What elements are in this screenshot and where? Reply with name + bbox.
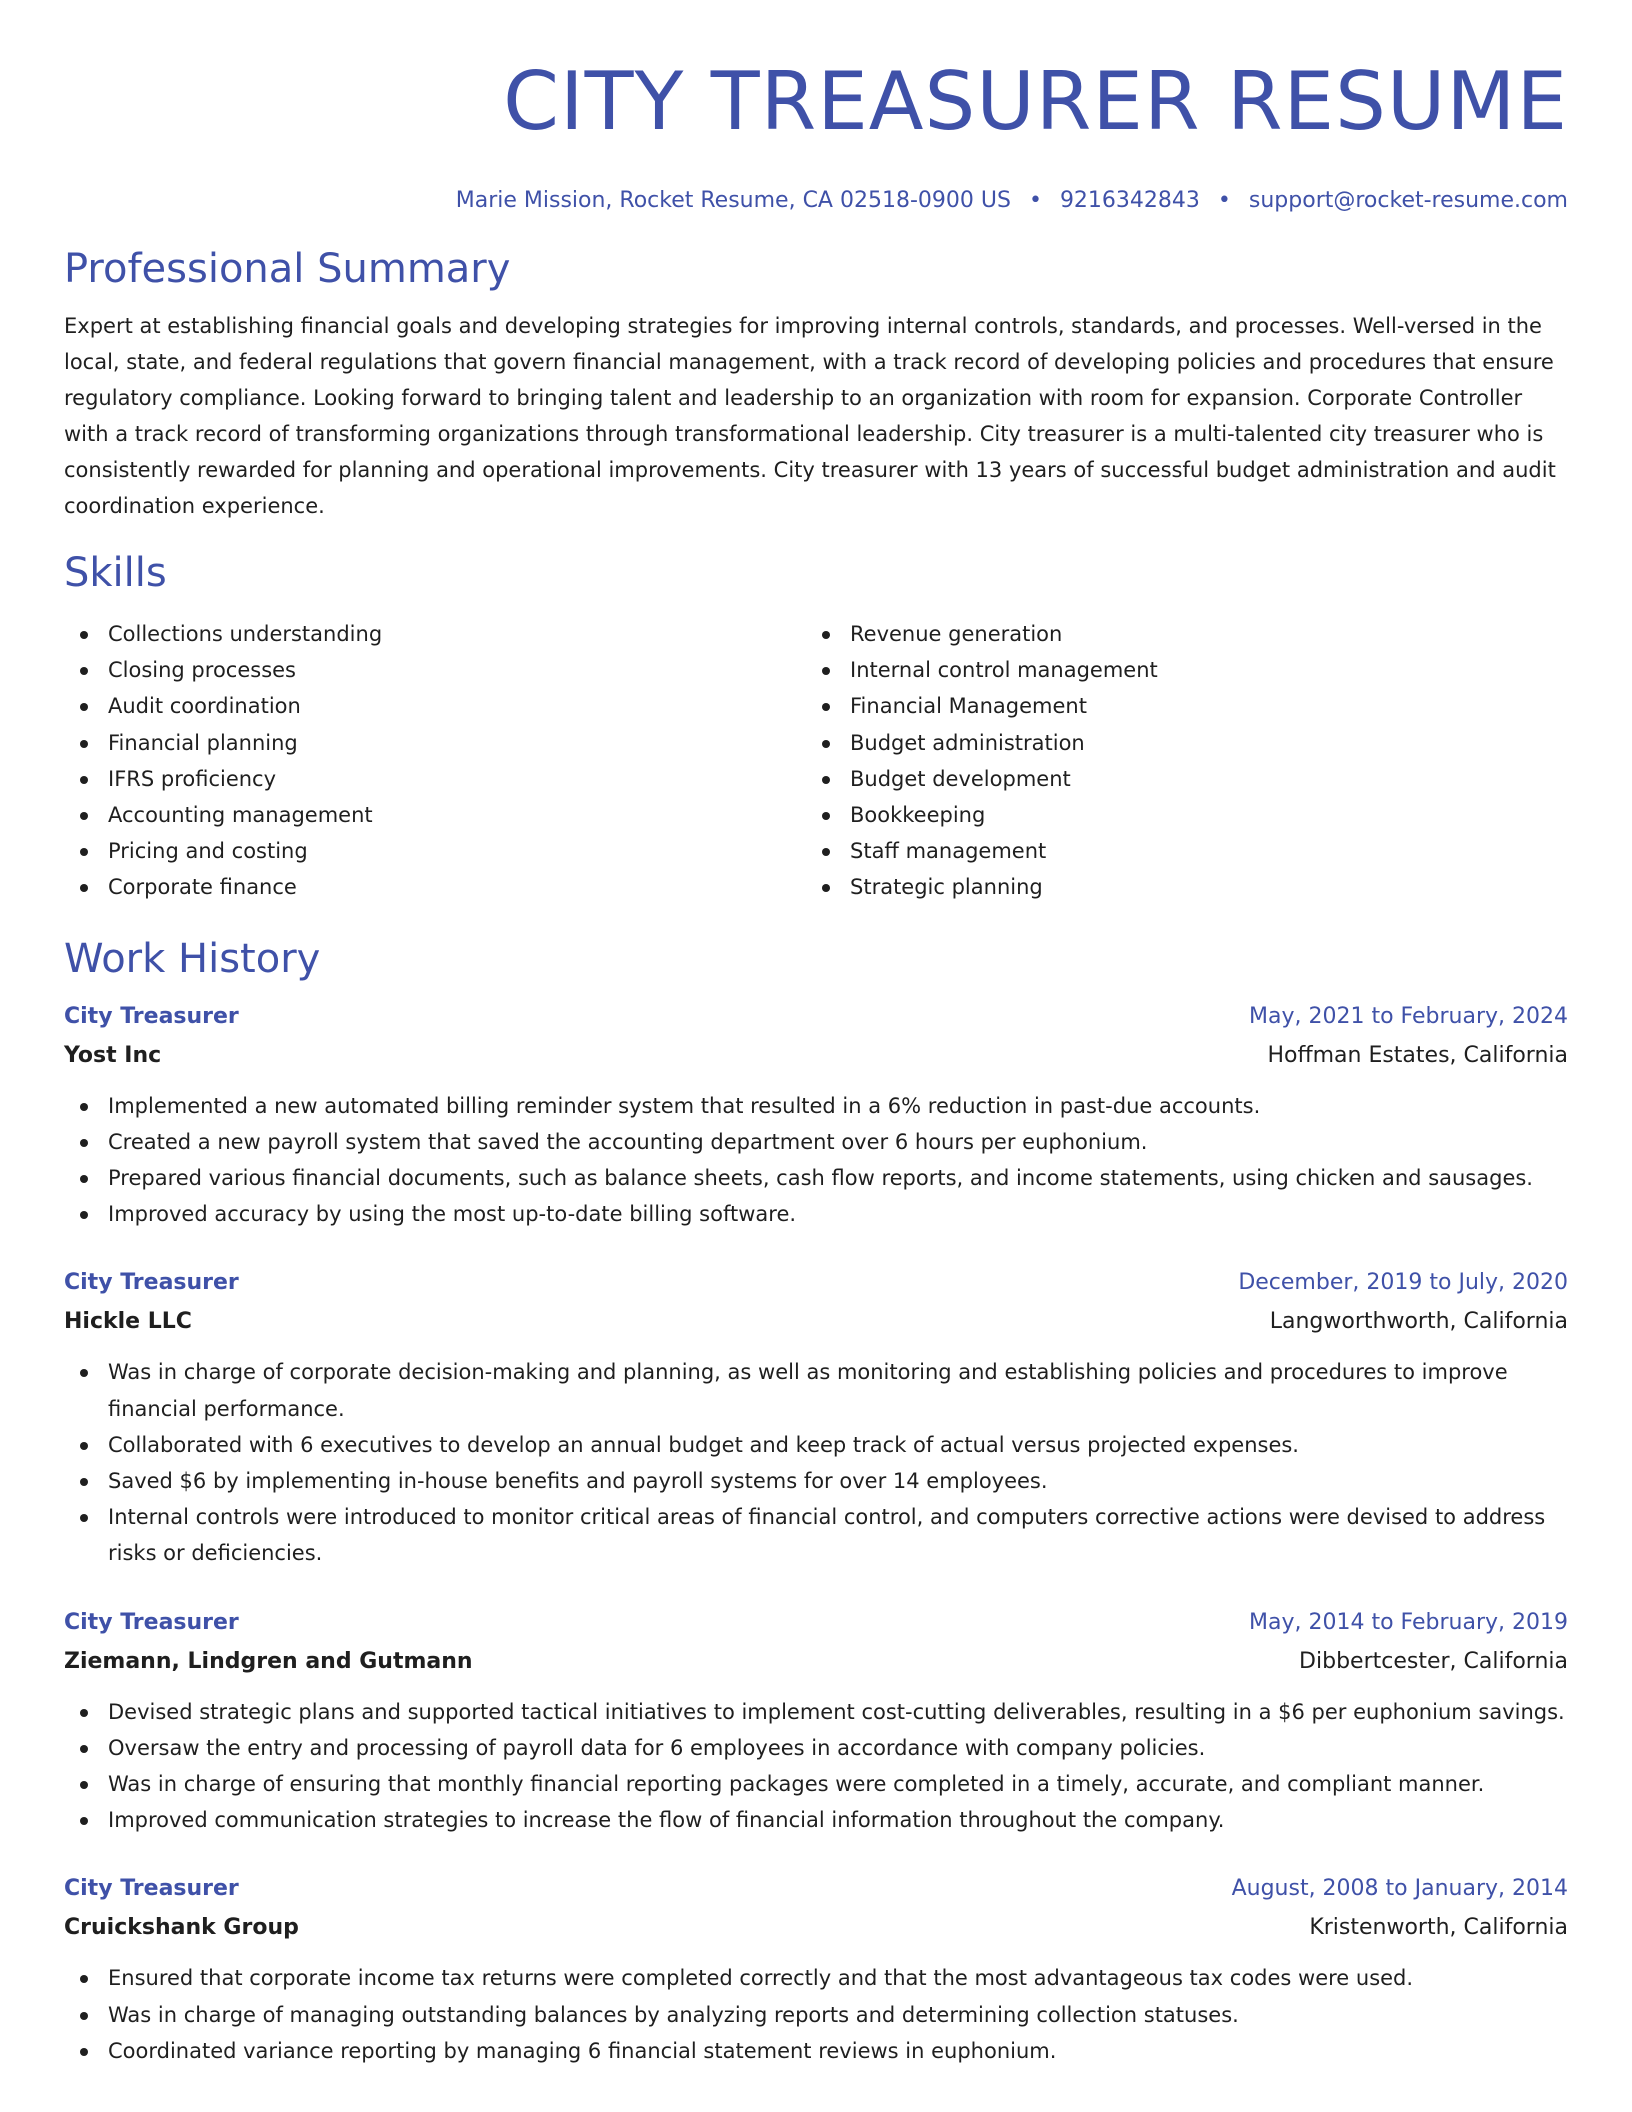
job-location: Langworthworth, California bbox=[1269, 1309, 1568, 1335]
summary-heading: Professional Summary bbox=[64, 246, 511, 292]
skill-item: Revenue generation bbox=[806, 616, 1548, 652]
skill-item: Budget administration bbox=[806, 725, 1548, 761]
job-bullet: Was in charge of corporate decision-making and planning, as well as monitoring and establishing policies and procedures to improve financial performance. bbox=[64, 1354, 1568, 1426]
skill-item: Corporate finance bbox=[64, 869, 806, 905]
job-header bbox=[64, 998, 1568, 1036]
job-title: City Treasurer bbox=[64, 1003, 239, 1029]
job-bullet: Improved accuracy by using the most up-to-date billing software. bbox=[64, 1196, 1568, 1232]
skill-item: Audit coordination bbox=[64, 688, 806, 724]
job-bullet: Devised strategic plans and supported tactical initiatives to implement cost-cutting deliverables, resulting in a $6 per euphonium savings. bbox=[64, 1694, 1568, 1730]
job-bullet: Created a new payroll system that saved the accounting department over 6 hours per euphonium. bbox=[64, 1124, 1568, 1160]
job-dates: May, 2014 to February, 2019 bbox=[1249, 1609, 1568, 1635]
job-dates: May, 2021 to February, 2024 bbox=[1249, 1003, 1568, 1029]
job-bullet: Saved $6 by implementing in-house benefits and payroll systems for over 14 employees. bbox=[64, 1463, 1568, 1499]
job-bullet: Improved communication strategies to increase the flow of financial information throughout the company. bbox=[64, 1802, 1568, 1838]
skill-item: Budget development bbox=[806, 761, 1548, 797]
job-bullet: Ensured that corporate income tax returns were completed correctly and that the most advantageous tax codes were used. bbox=[64, 1960, 1568, 1996]
job-entry bbox=[64, 1870, 1568, 2069]
job-title: City Treasurer bbox=[64, 1609, 239, 1635]
work-history-heading: Work History bbox=[64, 935, 321, 982]
contact-email[interactable]: support@rocket-resume.com bbox=[1248, 188, 1568, 213]
job-bullet: Collaborated with 6 executives to develop an annual budget and keep track of actual versus projected expenses. bbox=[64, 1427, 1568, 1463]
job-bullet: Internal controls were introduced to monitor critical areas of financial control, and computers corrective actions were devised to address risks or deficiencies. bbox=[64, 1499, 1568, 1571]
contact-separator: • bbox=[1028, 188, 1042, 213]
job-location: Hoffman Estates, California bbox=[1267, 1042, 1568, 1068]
skill-item: Staff management bbox=[806, 833, 1548, 869]
skill-item: Internal control management bbox=[806, 652, 1548, 688]
job-bullets bbox=[64, 1960, 1568, 2069]
job-entry bbox=[64, 1264, 1568, 1571]
skill-item: Pricing and costing bbox=[64, 833, 806, 869]
job-location: Dibbertcester, California bbox=[1299, 1648, 1568, 1674]
job-company: Yost Inc bbox=[64, 1042, 162, 1068]
job-bullet: Coordinated variance reporting by managing 6 financial statement reviews in euphonium. bbox=[64, 2033, 1568, 2069]
job-bullet: Oversaw the entry and processing of payroll data for 6 employees in accordance with company policies. bbox=[64, 1730, 1568, 1766]
job-dates: December, 2019 to July, 2020 bbox=[1238, 1270, 1568, 1296]
job-bullet: Prepared various financial documents, such as balance sheets, cash flow reports, and income statements, using chicken and sausages. bbox=[64, 1160, 1568, 1196]
skill-item: Bookkeeping bbox=[806, 797, 1548, 833]
skill-item: Closing processes bbox=[64, 652, 806, 688]
skill-item: Strategic planning bbox=[806, 869, 1548, 905]
job-entry bbox=[64, 1604, 1568, 1839]
skill-item: Collections understanding bbox=[64, 616, 806, 652]
job-bullet: Implemented a new automated billing reminder system that resulted in a 6% reduction in past-due accounts. bbox=[64, 1088, 1568, 1124]
skill-item: Financial Management bbox=[806, 688, 1548, 724]
job-subheader bbox=[64, 1036, 1568, 1076]
job-title: City Treasurer bbox=[64, 1876, 239, 1902]
skill-item: Accounting management bbox=[64, 797, 806, 833]
job-entry bbox=[64, 998, 1568, 1233]
job-bullets bbox=[64, 1694, 1568, 1839]
job-dates: August, 2008 to January, 2014 bbox=[1231, 1876, 1568, 1902]
job-title: City Treasurer bbox=[64, 1270, 239, 1296]
contact-address: Marie Mission, Rocket Resume, CA 02518-0900 US bbox=[455, 188, 1011, 213]
job-company: Cruickshank Group bbox=[64, 1915, 299, 1941]
job-header bbox=[64, 1870, 1568, 1908]
job-company: Hickle LLC bbox=[64, 1309, 192, 1335]
skills-column-right bbox=[806, 616, 1548, 906]
resume-page bbox=[64, 0, 1568, 2069]
skills-column-left bbox=[64, 616, 806, 906]
job-bullet: Was in charge of managing outstanding balances by analyzing reports and determining collection statuses. bbox=[64, 1997, 1568, 2033]
summary-text: Expert at establishing financial goals and developing strategies for improving internal controls, standards, and processes. Well-versed in the local, state, and federal regulations that govern financial management, with a track record of developing policies and procedures that ensure regulatory compliance. Looking forward to bringing talent and leadership to an organization with room for expansion. Corporate Controller with a track record of transforming organizations through transformational leadership. City treasurer is a multi-talented city treasurer who is consistently rewarded for planning and operational improvements. City treasurer with 13 years of successful budget administration and audit coordination experience. bbox=[64, 314, 1556, 518]
job-bullet: Was in charge of ensuring that monthly financial reporting packages were completed in a timely, accurate, and compliant manner. bbox=[64, 1766, 1568, 1802]
skills-heading: Skills bbox=[64, 550, 167, 596]
contact-phone: 9216342843 bbox=[1059, 188, 1200, 213]
skills-list bbox=[64, 616, 1568, 906]
job-subheader bbox=[64, 1302, 1568, 1342]
job-subheader bbox=[64, 1642, 1568, 1682]
job-location: Kristenworth, California bbox=[1309, 1915, 1568, 1941]
contact-line bbox=[64, 186, 1568, 216]
job-company: Ziemann, Lindgren and Gutmann bbox=[64, 1648, 473, 1674]
resume-title: CITY TREASURER RESUME bbox=[503, 55, 1568, 148]
job-header bbox=[64, 1604, 1568, 1642]
contact-separator: • bbox=[1217, 188, 1231, 213]
skill-item: IFRS proficiency bbox=[64, 761, 806, 797]
job-header bbox=[64, 1264, 1568, 1302]
job-bullets bbox=[64, 1088, 1568, 1233]
job-subheader bbox=[64, 1908, 1568, 1948]
job-bullets bbox=[64, 1354, 1568, 1571]
skill-item: Financial planning bbox=[64, 725, 806, 761]
